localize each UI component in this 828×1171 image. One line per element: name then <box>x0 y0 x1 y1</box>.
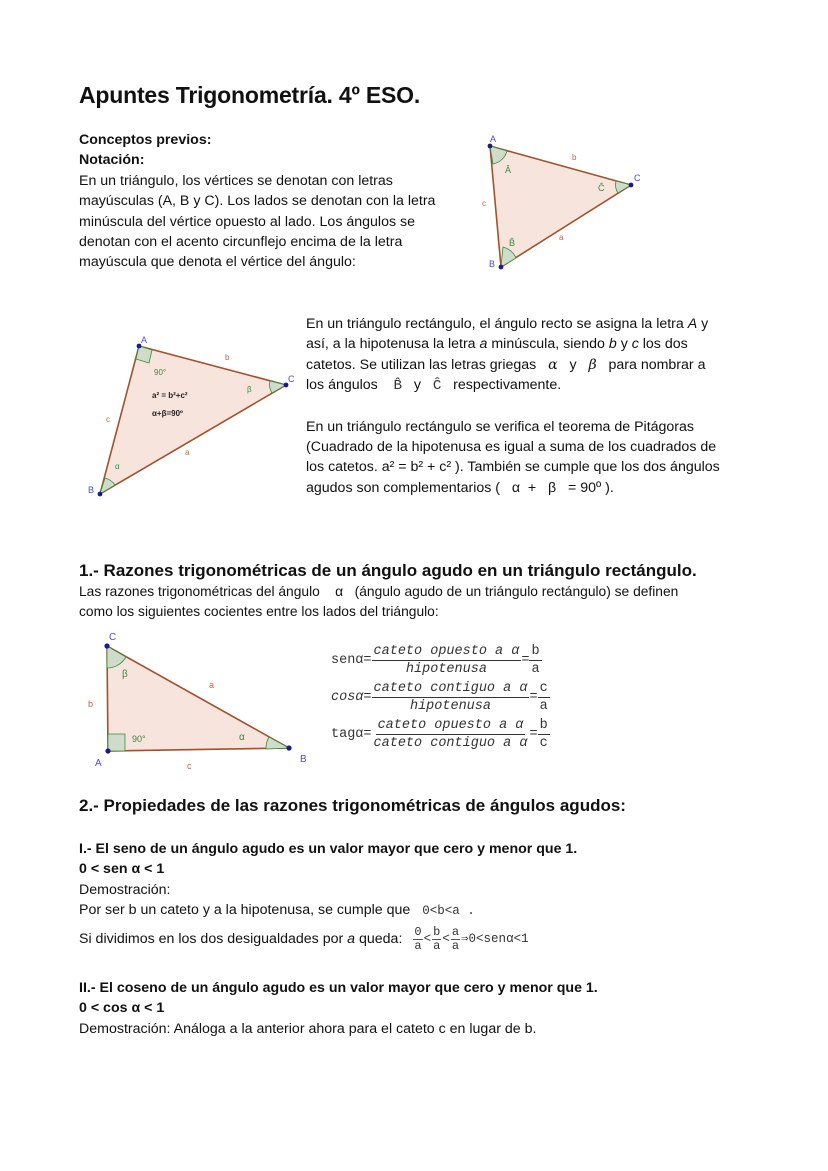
section1-intro: Las razones trigonométricas del ángulo α (ángulo agudo de un triángulo rectángulo) se definen como los siguientes cocientes entre los lados del triángulo: <box>79 584 679 620</box>
property-1-statement: I.- El seno de un ángulo agudo es un valor mayor que cero y menor que 1. <box>79 841 578 857</box>
side-a-label: a <box>185 448 190 457</box>
side-b-label: b <box>88 699 94 709</box>
side-c-label: c <box>187 761 192 771</box>
side-a-label: a <box>209 680 215 690</box>
property-1 <box>79 839 779 953</box>
intro-line: denotan con el acento circunflejo encima de la letra <box>79 234 403 251</box>
intro-line: mayúscula que denota el vértice del ángulo: <box>79 254 356 271</box>
triangle-notation-figure <box>470 130 650 280</box>
vertex-c-label: C <box>634 173 641 183</box>
paragraph-right-triangle: En un triángulo rectángulo, el ángulo recto se asigna la letra A y así, a la hipotenusa la letra a minúscula, siendo b y c los dos catetos. Se utilizan las letras griegas α y β para nombrar a los ángulos B̂ y Ĉ respectivamente. <box>306 316 709 395</box>
property-2-inequality: 0 < cos α < 1 <box>79 1000 165 1017</box>
beta-label: β <box>247 385 252 394</box>
formula-cos: cosα= $\frac{\text{cateto contiguo a α}}{\text{hipotenusa}}$ = $\frac{c}{a}$ <box>331 681 548 714</box>
vertex-a-point <box>488 144 493 149</box>
alpha-label: α <box>239 732 245 743</box>
demo-line-1: Por ser b un cateto y a la hipotenusa, se cumple que 0<b<a . <box>79 902 475 919</box>
angle-a-label: Â <box>505 165 512 175</box>
vertex-c-point <box>629 183 634 188</box>
paragraph-pythagoras: En un triángulo rectángulo se verifica el teorema de Pitágoras (Cuadrado de la hipotenusa es igual a suma de los cuadrados de los catetos. a² = b² + c² ). También se cumple que los dos ángulos agudos son complementarios ( α + β = 90º ). <box>306 418 720 496</box>
vertex-a-label: A <box>490 134 497 144</box>
side-b-label: b <box>572 153 577 162</box>
property-2 <box>79 978 779 1039</box>
intro-line: mayúsculas (A, B y C). Los lados se denotan con la letra <box>79 193 436 210</box>
page-title: Apuntes Trigonometría. 4º ESO. <box>79 82 421 108</box>
side-a-label: a <box>559 233 564 242</box>
demo-line-2: Si dividimos en los dos desigualdades por a queda: $\frac{0}{a}$ < $\frac{b}{a}$ < $\frac{a}{a}$ ⇒0<senα<1 <box>79 924 529 953</box>
angle-alpha-arc-icon <box>266 737 289 749</box>
right-triangle-text <box>306 314 756 498</box>
beta-label: β <box>122 669 128 680</box>
demo-label: Demostración: <box>79 881 171 898</box>
heading-notacion: Notación: <box>79 152 145 169</box>
intro-line: minúscula del vértice opuesto al lado. Los ángulos se <box>79 213 415 230</box>
angle-b-label: B̂ <box>509 238 516 248</box>
section2-heading: 2.- Propiedades de las razones trigonométricas de ángulos agudos: <box>79 796 626 815</box>
vertex-a-label: A <box>141 335 148 345</box>
intro-block <box>79 130 469 273</box>
vertex-b-label: B <box>489 259 496 269</box>
complementary-equation: α+β=90º <box>152 409 183 418</box>
side-c-label: c <box>106 415 110 424</box>
formula-sen: senα= $\frac{\text{cateto opuesto a α}}{\text{hipotenusa}}$ = $\frac{b}{a}$ <box>331 644 540 677</box>
side-b-label: b <box>225 353 230 362</box>
formula-tag: tagα= $\frac{\text{cateto opuesto a α}}{\text{cateto contiguo a α}}$ = $\frac{b}{c}$ <box>331 718 548 751</box>
side-c-label: c <box>482 199 486 208</box>
intro-line: En un triángulo, los vértices se denotan con letras <box>79 172 393 189</box>
vertex-c-label: C <box>109 632 117 643</box>
heading-conceptos-previos: Conceptos previos: <box>79 132 212 148</box>
right-triangle-pythagoras-figure <box>80 325 300 505</box>
vertex-b-label: B <box>88 485 95 495</box>
alpha-label: α <box>115 462 120 471</box>
vertex-a-label: A <box>95 758 102 769</box>
property-2-statement: II.- El coseno de un ángulo agudo es un valor mayor que cero y menor que 1. <box>79 980 598 996</box>
right-angle-icon <box>108 734 125 751</box>
right-angle-label: 90° <box>154 368 167 377</box>
section1-heading: 1.- Razones trigonométricas de un ángulo agudo en un triángulo rectángulo. <box>79 561 697 580</box>
right-triangle-ratios-figure <box>80 625 320 775</box>
trig-ratio-formulas <box>331 642 550 753</box>
vertex-b-point <box>499 265 504 270</box>
vertex-b-label: B <box>300 754 307 765</box>
right-angle-label: 90° <box>132 734 146 744</box>
property-1-inequality: 0 < sen α < 1 <box>79 861 165 878</box>
property-2-demo: Demostración: Análoga a la anterior ahora para el cateto c en lugar de b. <box>79 1020 537 1037</box>
angle-c-label: Ĉ <box>598 183 605 193</box>
pythagoras-equation: a² = b²+c² <box>152 391 188 400</box>
vertex-c-label: C <box>288 374 295 384</box>
